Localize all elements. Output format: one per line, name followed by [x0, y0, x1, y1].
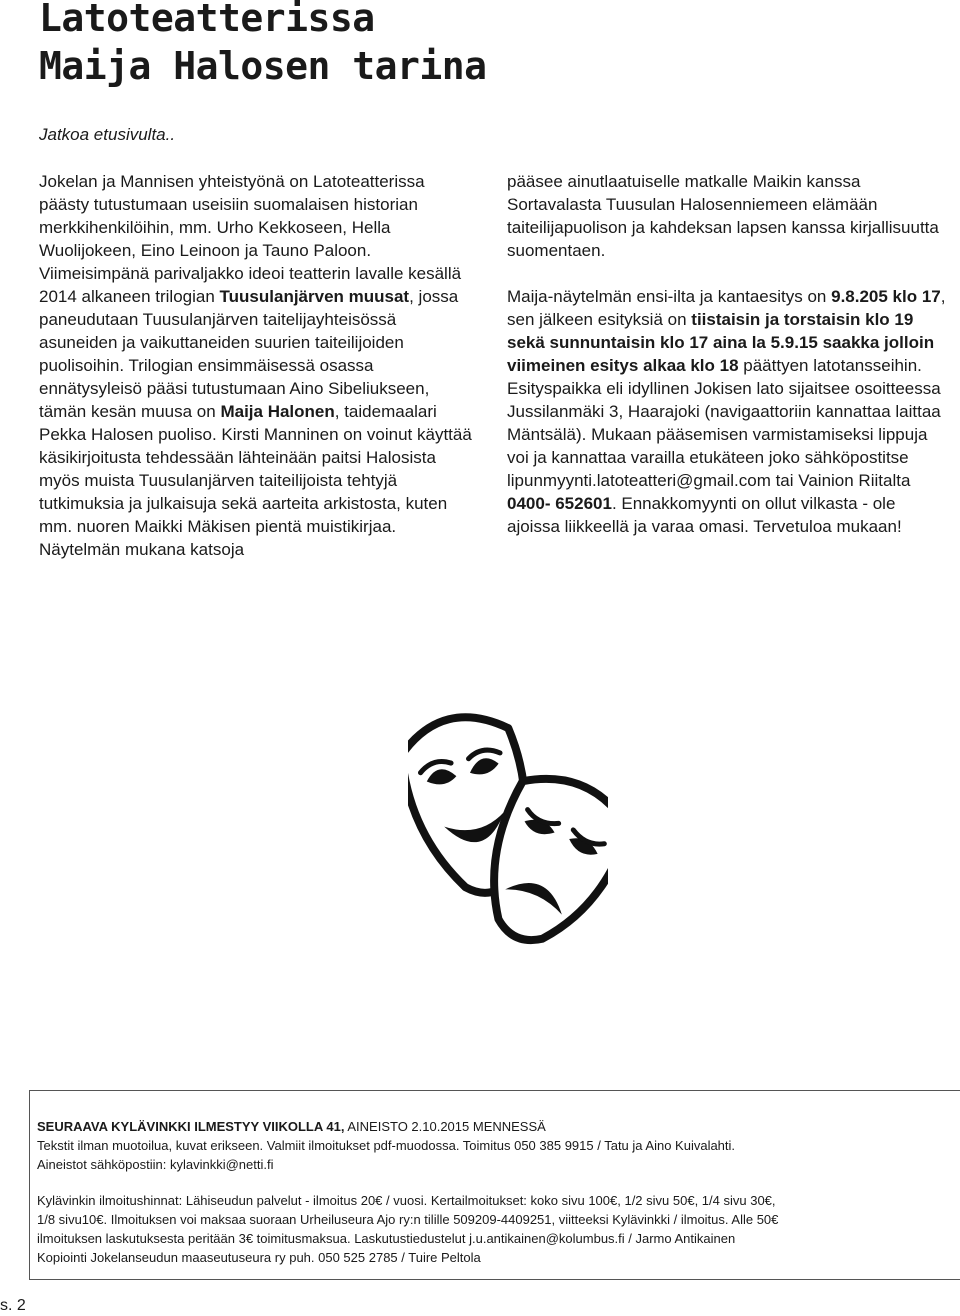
submission-info-line: Tekstit ilman muotoilua, kuvat erikseen. Valmiit ilmoitukset pdf-muodossa. Toimitus 050 385 9915 / Tatu ja Aino Kuivalahti.	[37, 1138, 736, 1153]
next-issue-line: SEURAAVA KYLÄVINKKI ILMESTYY VIIKOLLA 41, AINEISTO 2.10.2015 MENNESSÄ	[37, 1119, 546, 1134]
emphasis-muse-name: Maija Halonen	[220, 402, 335, 421]
emphasis-premiere-time: 9.8.205 klo 17	[831, 287, 941, 306]
submission-email-line: Aineistot sähköpostiin: kylavinkki@netti.fi	[37, 1157, 274, 1172]
emphasis-trilogy-title: Tuusulanjärven muusat	[219, 287, 410, 306]
left-paragraph: Jokelan ja Mannisen yhteistyönä on Latoteatterissa päästy tutustumaan useisiin suomalaisen historian merkkihenkilöihin, mm. Urho Kekkoseen, Hella Wuolijokeen, Eino Leinoon ja Tauno Paloon. Viimeisimpänä parivaljakko ideoi teatterin lavalle kesällä 2014 alkaneen trilogian Tuusulanjärven muusat, jossa paneudutaan Tuusulanjärven taitelijayhteisössä asuneiden ja vaikuttaneiden suurien taiteilijoiden puolisoihin. Trilogian ensimmäisessä osassa ennätysyleisö pääsi tutustumaan Aino Sibeliukseen, tämän kesän muusa on Maija Halonen, taidemaalari Pekka Halosen puoliso. Kirsti Manninen on voinut käyttää käsikirjoitusta tehdessään lähteinään paitsi Halosista myös muista Tuusulanjärven taiteilijoista tehtyjä tutkimuksia ja julkaisuja sekä aarteita arkistosta, kuten mm. nuoren Maikki Mäkisen pientä muistikirjaa. Näytelmän mukana katsoja	[39, 172, 472, 559]
article-title	[39, 0, 487, 90]
title-line-2: Maija Halosen tarina	[39, 44, 487, 88]
article-right-column	[507, 170, 953, 538]
ad-prices-line-1: Kylävinkin ilmoitushinnat: Lähiseudun palvelut - ilmoitus 20€ / vuosi. Kertailmoitukset: koko sivu 100€, 1/2 sivu 50€, 1/4 sivu 30€,	[37, 1193, 776, 1208]
title-line-1: Latoteatterissa	[39, 0, 375, 40]
page-number: s. 2	[0, 1297, 26, 1314]
emphasis-phone-number: 0400- 652601	[507, 494, 612, 513]
ad-prices-line-2: 1/8 sivu10€. Ilmoituksen voi maksaa suoraan Urheiluseura Ajo ry:n tilille 509209-4409251, viitteeksi Kylävinkki / ilmoitus. Alle 50€	[37, 1212, 779, 1227]
right-paragraph-1: pääsee ainutlaatuiselle matkalle Maikin kanssa Sortavalasta Tuusulan Halosenniemeen elämään taiteilijapuolison ja kahdeksan lapsen kanssa kirjallisuutta suomentaen.	[507, 172, 939, 260]
theatre-masks-icon	[408, 698, 608, 960]
emphasis-show-schedule: tiistaisin ja torstaisin klo 19 sekä sunnuntaisin klo 17 aina la 5.9.15 saakka jolloin viimeinen esitys alkaa klo 18	[507, 310, 935, 375]
article-left-column	[39, 170, 479, 561]
billing-info-line: ilmoituksen laskutuksesta peritään 3€ toimitusmaksua. Laskutustiedustelut j.u.antikainen@kolumbus.fi / Jarmo Antikainen	[37, 1231, 736, 1246]
right-paragraph-2: Maija-näytelmän ensi-ilta ja kantaesitys on 9.8.205 klo 17, sen jälkeen esityksiä on tiistaisin ja torstaisin klo 19 sekä sunnuntaisin klo 17 aina la 5.9.15 saakka jolloin viimeinen esitys alkaa klo 18 päättyen latotansseihin. Esityspaikka eli idyllinen Jokisen lato sijaitsee osoitteessa Jussilanmäki 3, Haarajoki (navigaattoriin kannattaa laittaa Mäntsälä). Mukaan pääsemisen varmistamiseksi lippuja voi ja kannattaa varailla etukäteen joko sähköpostitse lipunmyynti.latoteatteri@gmail.com tai Vainion Riitalta 0400- 652601. Ennakkomyynti on ollut vilkasta - ole ajoissa liikkeellä ja varaa omasi. Tervetuloa mukaan!	[507, 287, 946, 536]
next-issue-info	[37, 1117, 949, 1174]
printing-info-line: Kopiointi Jokelanseudun maaseutuseura ry puh. 050 525 2785 / Tuire Peltola	[37, 1250, 481, 1265]
advertising-info	[37, 1191, 949, 1267]
continued-note: Jatkoa etusivulta..	[39, 125, 176, 144]
